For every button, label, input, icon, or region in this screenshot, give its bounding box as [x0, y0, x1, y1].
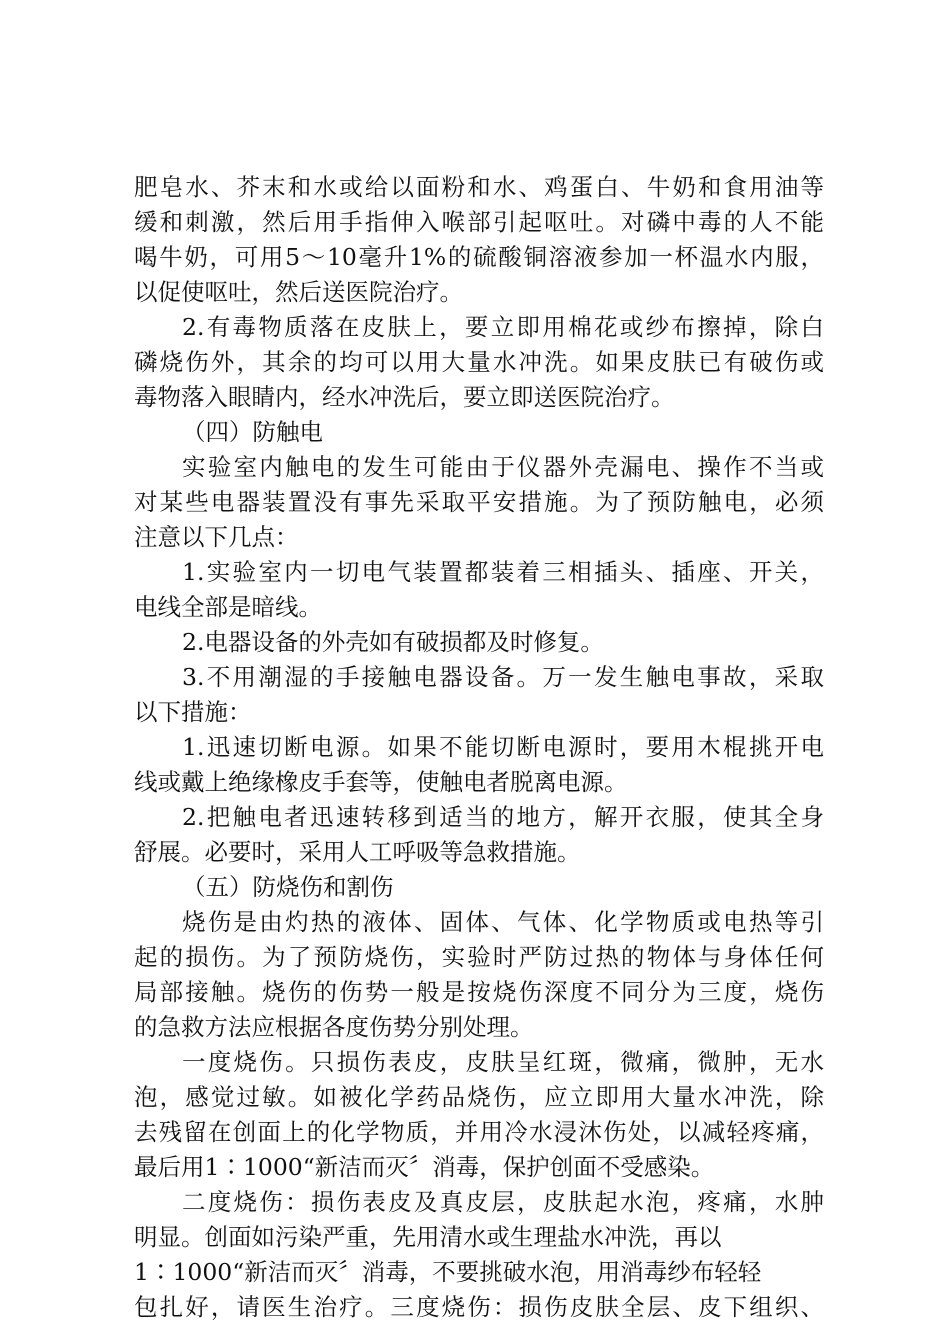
text-line: 1.实验室内一切电气装置都装着三相插头、插座、开关， [182, 558, 824, 586]
text-line: 2.把触电者迅速转移到适当的地方，解开衣服，使其全身 [182, 803, 824, 831]
text-line: 泡，感觉过敏。如被化学药品烧伤，应立即用大量水冲洗，除 [134, 1083, 824, 1111]
text-line: 以下措施： [134, 698, 252, 726]
text-line: 烧伤是由灼热的液体、固体、气体、化学物质或电热等引 [182, 908, 824, 936]
text-line: 的急救方法应根据各度伤势分别处理。 [134, 1013, 534, 1041]
text-line: 2.有毒物质落在皮肤上，要立即用棉花或纱布擦掉，除白 [182, 313, 824, 341]
text-line: 对某些电器装置没有事先采取平安措施。为了预防触电，必须 [134, 488, 824, 516]
text-line: 3.不用潮湿的手接触电器设备。万一发生触电事故，采取 [182, 663, 824, 691]
text-line: 1.迅速切断电源。如果不能切断电源时，要用木棍挑开电 [182, 733, 824, 761]
text-line: 喝牛奶，可用5～10毫升1%的硫酸铜溶液参加一杯温水内服， [134, 243, 824, 271]
text-line: 明显。创面如污染严重，先用清水或生理盐水冲洗，再以 [134, 1223, 722, 1251]
text-line: 去残留在创面上的化学物质，并用冷水浸沐伤处，以减轻疼痛， [134, 1118, 824, 1146]
text-line: 1∶1000“新洁而灭〞消毒，不要挑破水泡，用消毒纱布轻轻 [134, 1258, 762, 1286]
text-line: 线或戴上绝缘橡皮手套等，使触电者脱离电源。 [134, 768, 628, 796]
text-line: 缓和刺激，然后用手指伸入喉部引起呕吐。对磷中毒的人不能 [134, 208, 824, 236]
text-line: 实验室内触电的发生可能由于仪器外壳漏电、操作不当或 [182, 453, 824, 481]
text-line: 磷烧伤外，其余的均可以用大量水冲洗。如果皮肤已有破伤或 [134, 348, 824, 376]
text-line: （四）防触电 [182, 418, 323, 446]
document-page [134, 170, 824, 1325]
text-line: 起的损伤。为了预防烧伤，实验时严防过热的物体与身体任何 [134, 943, 824, 971]
text-line: （五）防烧伤和割伤 [182, 873, 394, 901]
text-line: 肥皂水、芥末和水或给以面粉和水、鸡蛋白、牛奶和食用油等 [134, 173, 824, 201]
text-line: 注意以下几点： [134, 523, 299, 551]
text-line: 最后用1∶1000“新洁而灭〞消毒，保护创面不受感染。 [134, 1153, 715, 1181]
text-line: 二度烧伤：损伤表皮及真皮层，皮肤起水泡，疼痛，水肿 [182, 1188, 824, 1216]
text-line: 毒物落入眼睛内，经水冲洗后，要立即送医院治疗。 [134, 383, 675, 411]
text-line: 电线全部是暗线。 [134, 593, 322, 621]
text-line: 舒展。必要时，采用人工呼吸等急救措施。 [134, 838, 581, 866]
text-line: 包扎好，请医生治疗。三度烧伤：损伤皮肤全层、皮下组织、 [134, 1293, 824, 1321]
text-line: 2.电器设备的外壳如有破损都及时修复。 [182, 628, 604, 656]
text-line: 一度烧伤。只损伤表皮，皮肤呈红斑，微痛，微肿，无水 [182, 1048, 824, 1076]
text-line: 以促使呕吐，然后送医院治疗。 [134, 278, 463, 306]
text-line: 局部接触。烧伤的伤势一般是按烧伤深度不同分为三度，烧伤 [134, 978, 824, 1006]
